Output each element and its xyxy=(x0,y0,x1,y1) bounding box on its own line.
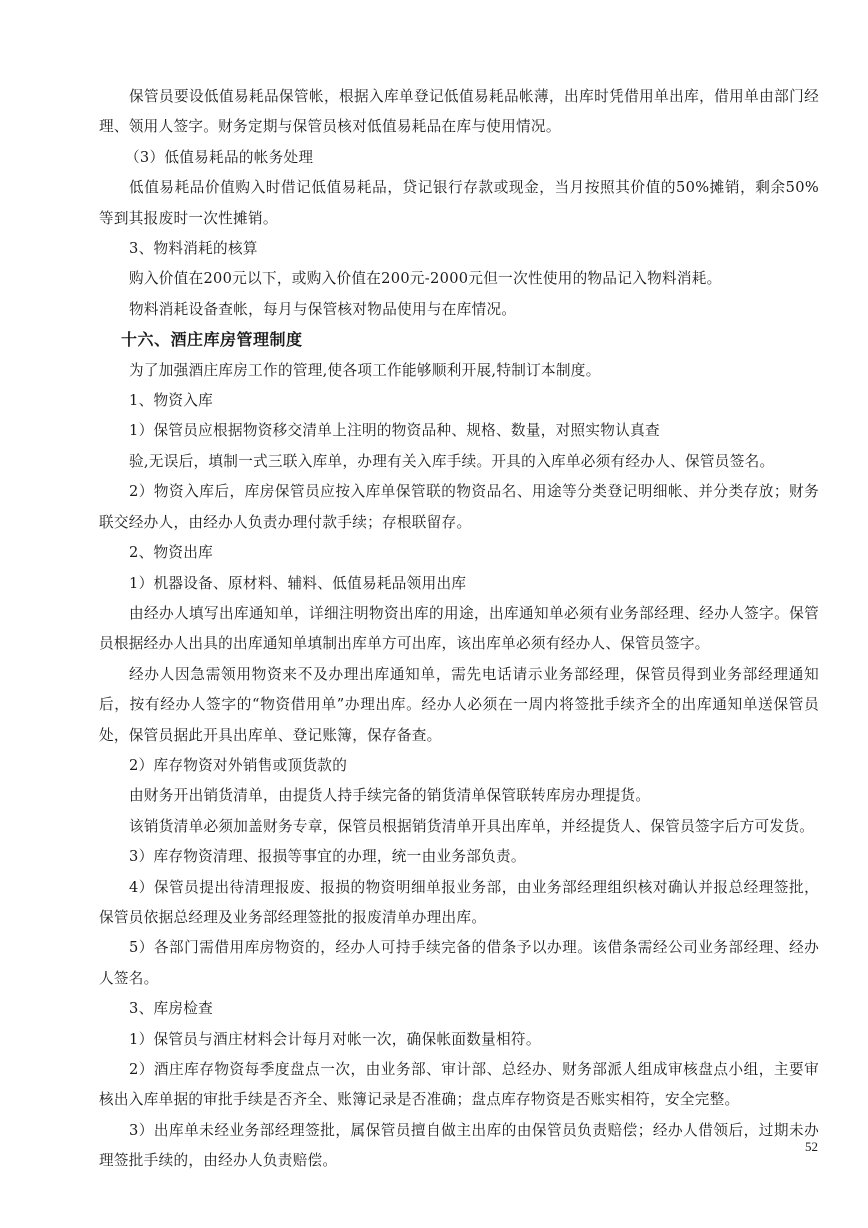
paragraph: 3）出库单未经业务部经理签批，属保管员擅自做主出库的由保管员负责赔偿；经办人借领后，过期未办理签批手续的，由经办人负责赔偿。 xyxy=(99,1121,819,1170)
paragraph: 物料消耗设备查帐，每月与保管核对物品使用与在库情况。 xyxy=(129,300,517,318)
paragraph: 3、物料消耗的核算 xyxy=(129,240,258,258)
paragraph: （3）低值易耗品的帐务处理 xyxy=(125,148,314,166)
paragraph: 保管员要设低值易耗品保管帐，根据入库单登记低值易耗品帐薄，出库时凭借用单出库，借用单由部门经理、领用人签字。财务定期与保管员核对低值易耗品在库与使用情况。 xyxy=(99,88,819,136)
paragraph: 验,无误后，填制一式三联入库单，办理有关入库手续。开具的入库单必须有经办人、保管员签名。 xyxy=(129,452,775,470)
paragraph: 4）保管员提出待清理报废、报损的物资明细单报业务部，由业务部经理组织核对确认并报总经理签批，保管员依据总经理及业务部经理签批的报废清单办理出库。 xyxy=(99,878,819,926)
paragraph: 为了加强酒庄库房工作的管理,使各项工作能够顺利开展,特制订本制度。 xyxy=(129,361,601,379)
document-body xyxy=(99,82,819,1177)
paragraph: 1）机器设备、原材料、辅料、低值易耗品领用出库 xyxy=(129,574,467,592)
paragraph: 由财务开出销货清单，由提货人持手续完备的销货清单保管联转库房办理提货。 xyxy=(129,787,651,805)
paragraph: 该销货清单必须加盖财务专章，保管员根据销货清单开具出库单，并经提货人、保管员签字后方可发货。 xyxy=(129,817,815,835)
paragraph: 低值易耗品价值购入时借记低值易耗品，贷记银行存款或现金，当月按照其价值的50%摊销，剩余50%等到其报废时一次性摊销。 xyxy=(99,179,819,227)
paragraph: 5）各部门需借用库房物资的，经办人可持手续完备的借条予以办理。该借条需经公司业务部经理、经办人签名。 xyxy=(99,939,819,987)
paragraph: 3、库房检查 xyxy=(129,1000,214,1018)
page-number: 52 xyxy=(805,1139,818,1154)
section-heading: 十六、酒庄库房管理制度 xyxy=(121,330,303,350)
paragraph: 3）库存物资清理、报损等事宜的办理，统一由业务部负责。 xyxy=(129,848,526,866)
paragraph: 购入价值在200元以下，或购入价值在200元-2000元但一次性使用的物品记入物料消耗。 xyxy=(129,270,722,288)
paragraph: 2、物资出库 xyxy=(129,544,214,562)
paragraph: 1）保管员应根据物资移交清单上注明的物资品种、规格、数量，对照实物认真查 xyxy=(129,422,660,440)
paragraph: 2）酒庄库存物资每季度盘点一次，由业务部、审计部、总经办、财务部派人组成审核盘点小组，主要审核出入库单据的审批手续是否齐全、账簿记录是否准确；盘点库存物资是否账实相符，安全完整。 xyxy=(99,1061,819,1109)
paragraph: 经办人因急需领用物资来不及办理出库通知单，需先电话请示业务部经理，保管员得到业务部经理通知后，按有经办人签字的“物资借用单”办理出库。经办人必须在一周内将签批手续齐全的出库通知单送保管员处，保管员据此开具出库单、登记账簿，保存备查。 xyxy=(99,665,819,744)
paragraph: 1、物资入库 xyxy=(129,392,214,410)
paragraph: 1）保管员与酒庄材料会计每月对帐一次，确保帐面数量相符。 xyxy=(129,1030,541,1048)
paragraph: 2）物资入库后，库房保管员应按入库单保管联的物资品名、用途等分类登记明细帐、并分类存放；财务联交经办人，由经办人负责办理付款手续；存根联留存。 xyxy=(99,483,819,531)
paragraph: 由经办人填写出库通知单，详细注明物资出库的用途，出库通知单必须有业务部经理、经办人签字。保管员根据经办人出具的出库通知单填制出库单方可出库，该出库单必须有经办人、保管员签字。 xyxy=(99,604,819,653)
paragraph: 2）库存物资对外销售或顶货款的 xyxy=(129,756,348,774)
